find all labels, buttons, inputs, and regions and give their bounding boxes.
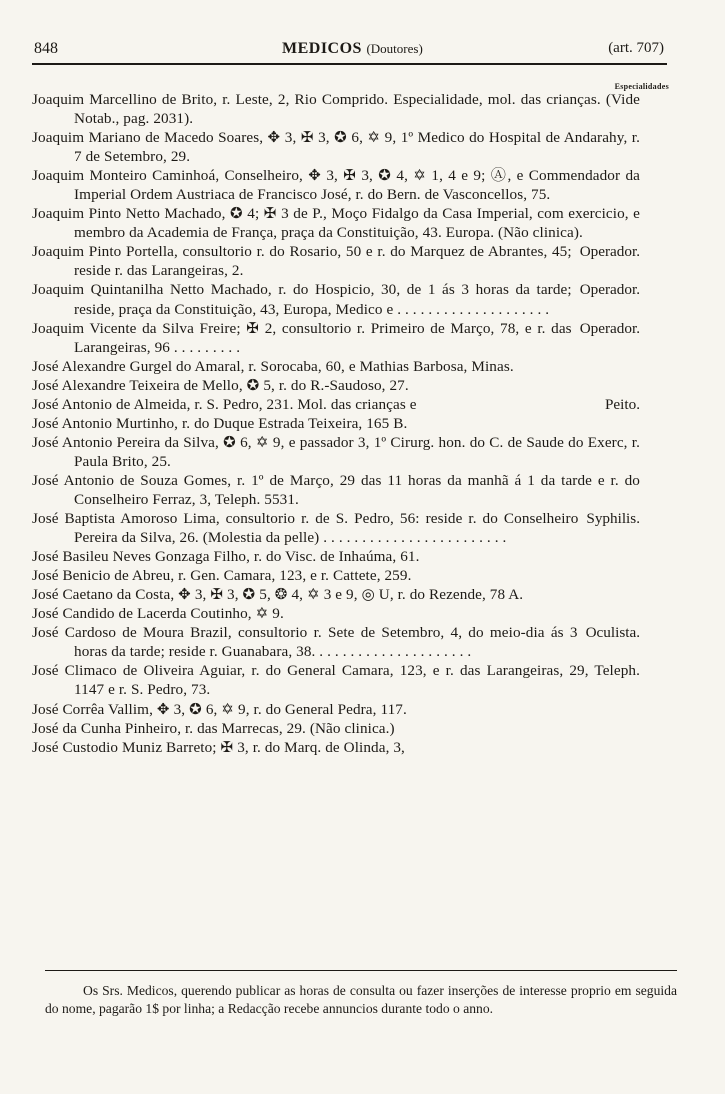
header-rule xyxy=(32,63,667,65)
entry-text: José Antonio Murtinho, r. do Duque Estrada Teixeira, 165 B. xyxy=(32,414,408,432)
entry-text: José Climaco de Oliveira Aguiar, r. do General Camara, 123, e r. das Larangeiras, 29, Teleph. 1147 e r. S. Pedro, 73. xyxy=(32,662,640,699)
doctor-entry xyxy=(32,585,640,604)
specialty-label: Operador. xyxy=(579,281,640,299)
specialty-label: Oculista. xyxy=(585,624,640,642)
section-title: MEDICOS xyxy=(282,40,362,57)
doctor-entry xyxy=(32,623,640,661)
entry-text: Joaquim Monteiro Caminhoá, Conselheiro, ✥ 3, ✠ 3, ✪ 4, ✡ 1, 4 e 9; Ⓐ, e Commendador da Imperial Ordem Austriaca de Francisco José, r. do Bern. de Vasconcellos, 75. xyxy=(32,167,640,204)
doctor-entry xyxy=(32,204,640,242)
entry-text: Joaquim Vicente da Silva Freire; ✠ 2, consultorio r. Primeiro de Março, 78, e r. das Larangeiras, 96 . . . . . . . . . xyxy=(32,319,572,356)
page-number: 848 xyxy=(34,40,58,57)
entry-text: José Basileu Neves Gonzaga Filho, r. do Visc. de Inhaúma, 61. xyxy=(32,548,420,566)
doctor-entry xyxy=(32,166,640,204)
doctor-entry xyxy=(32,319,640,357)
doctor-entry xyxy=(32,357,640,376)
specialty-label: Operador. xyxy=(579,319,640,337)
page-header xyxy=(34,40,664,64)
doctor-entries xyxy=(32,90,640,757)
section-subtitle: (Doutores) xyxy=(366,41,423,56)
entry-text: José Antonio de Almeida, r. S. Pedro, 231. Mol. das crianças e xyxy=(32,395,417,413)
doctor-entry xyxy=(32,547,640,566)
footer-rule xyxy=(45,970,677,971)
doctor-entry xyxy=(32,242,640,280)
doctor-entry xyxy=(32,700,640,719)
doctor-entry xyxy=(32,90,640,128)
specialties-column-label: Especialidades xyxy=(614,82,669,91)
doctor-entry xyxy=(32,604,640,623)
specialty-label: Syphilis. xyxy=(586,510,640,528)
article-reference: (art. 707) xyxy=(608,40,664,56)
entry-text: José Caetano da Costa, ✥ 3, ✠ 3, ✪ 5, ❂ 4, ✡ 3 e 9, ◎ U, r. do Rezende, 78 A. xyxy=(32,586,524,604)
entry-text: José Custodio Muniz Barreto; ✠ 3, r. do Marq. de Olinda, 3, xyxy=(32,738,405,756)
doctor-entry xyxy=(32,395,640,414)
doctor-entry xyxy=(32,376,640,395)
entry-text: Joaquim Mariano de Macedo Soares, ✥ 3, ✠ 3, ✪ 6, ✡ 9, 1º Medico do Hospital de Andarahy, r. 7 de Setembro, 29. xyxy=(32,129,640,166)
doctor-entry xyxy=(32,471,640,509)
entry-text: Joaquim Pinto Netto Machado, ✪ 4; ✠ 3 de P., Moço Fidalgo da Casa Imperial, com exercicio, e membro da Academia de França, praça da Constituição, 43. Europa. (Não clinica). xyxy=(32,205,640,242)
doctor-entry xyxy=(32,509,640,547)
doctor-entry xyxy=(32,738,640,757)
entry-text: Joaquim Pinto Portella, consultorio r. do Rosario, 50 e r. do Marquez de Abrantes, 45; reside r. das Larangeiras, 2. xyxy=(32,243,572,280)
doctor-entry xyxy=(32,566,640,585)
entry-text: José Benicio de Abreu, r. Gen. Camara, 123, e r. Cattete, 259. xyxy=(32,567,412,585)
page-title xyxy=(282,40,423,58)
entry-text: Joaquim Marcellino de Brito, r. Leste, 2, Rio Comprido. Especialidade, mol. das crianças. (Vide Notab., pag. 2031). xyxy=(32,91,640,128)
doctor-entry xyxy=(32,128,640,166)
entry-text: José Alexandre Gurgel do Amaral, r. Sorocaba, 60, e Mathias Barbosa, Minas. xyxy=(32,357,514,375)
entry-text: José Antonio Pereira da Silva, ✪ 6, ✡ 9, e passador 3, 1º Cirurg. hon. do C. de Saude do Exerc, r. Paula Brito, 25. xyxy=(32,433,640,470)
entry-text: Joaquim Quintanilha Netto Machado, r. do Hospicio, 30, de 1 ás 3 horas da tarde; reside, praça da Constituição, 43, Europa, Medico e . . . . . . . . . . . . . . . . . . . . xyxy=(32,281,572,318)
doctor-entry xyxy=(32,280,640,318)
entry-text: José Cardoso de Moura Brazil, consultorio r. Sete de Setembro, 4, do meio-dia ás 3 horas da tarde; reside r. Guanabara, 38. . . . . . . . . . . . . . . . . . . . . xyxy=(32,624,578,661)
doctor-entry xyxy=(32,719,640,738)
entry-text: José Antonio de Souza Gomes, r. 1º de Março, 29 das 11 horas da manhã á 1 da tarde e r. do Conselheiro Ferraz, 3, Teleph. 5531. xyxy=(32,471,640,508)
specialty-label: Operador. xyxy=(579,243,640,261)
doctor-entry xyxy=(32,414,640,433)
specialty-label: Peito. xyxy=(604,395,640,413)
entry-text: José Alexandre Teixeira de Mello, ✪ 5, r. do R.-Saudoso, 27. xyxy=(32,376,409,394)
doctor-entry xyxy=(32,661,640,699)
doctor-entry xyxy=(32,433,640,471)
footer-note: Os Srs. Medicos, querendo publicar as horas de consulta ou fazer inserções de interesse proprio em seguida do nome, pagarão 1$ por linha; a Redacção recebe annuncios durante todo o anno. xyxy=(45,983,677,1016)
entry-text: José Corrêa Vallim, ✥ 3, ✪ 6, ✡ 9, r. do General Pedra, 117. xyxy=(32,700,407,718)
entry-text: José Baptista Amoroso Lima, consultorio r. de S. Pedro, 56: reside r. do Conselheiro Pereira da Silva, 26. (Molestia da pelle) . . . . . . . . . . . . . . . . . . . . . . . . xyxy=(32,510,579,547)
entry-text: José da Cunha Pinheiro, r. das Marrecas, 29. (Não clinica.) xyxy=(32,719,395,737)
entry-text: José Candido de Lacerda Coutinho, ✡ 9. xyxy=(32,605,284,623)
